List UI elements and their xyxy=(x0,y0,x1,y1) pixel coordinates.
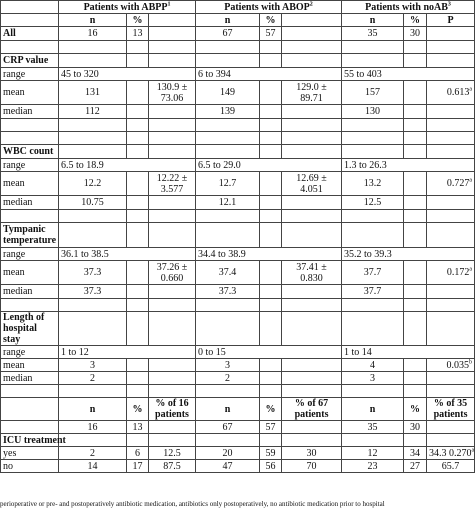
pct-header: % xyxy=(404,398,427,421)
cell: 37.26 ± 0.660 xyxy=(149,261,196,285)
cell: 6.5 to 29.0 xyxy=(196,159,342,172)
cell: 55 to 403 xyxy=(342,68,475,81)
cell: 16 xyxy=(59,421,127,434)
cell: 30 xyxy=(282,447,342,460)
cell: 20 xyxy=(196,447,260,460)
cell: 14 xyxy=(59,460,127,473)
n-header: n xyxy=(59,398,127,421)
all-row xyxy=(1,27,475,41)
cell: 30 xyxy=(404,27,427,41)
cell: 13 xyxy=(127,421,149,434)
row-label: range xyxy=(1,68,59,81)
cell: 1 to 14 xyxy=(342,346,475,359)
cell: 67 xyxy=(196,421,260,434)
cell: 157 xyxy=(342,81,404,105)
row-label: median xyxy=(1,105,59,119)
section-title: WBC count xyxy=(1,145,59,159)
cell: 37.4 xyxy=(196,261,260,285)
empty-cell xyxy=(1,1,59,14)
cell: 13.2 xyxy=(342,172,404,196)
pct-header: % xyxy=(127,398,149,421)
n-header: n xyxy=(342,14,404,27)
cell: 130.9 ± 73.06 xyxy=(149,81,196,105)
cell: 87.5 xyxy=(149,460,196,473)
group-header-row xyxy=(1,1,475,14)
cell: 6.5 to 18.9 xyxy=(59,159,196,172)
cell: 35 xyxy=(342,421,404,434)
row-label: yes xyxy=(1,447,59,460)
section-title: Tympanic temperature xyxy=(1,223,59,248)
group1-header: Patients with ABPP$^1$ xyxy=(59,1,196,14)
icu-counts-row xyxy=(1,421,475,434)
row-label: no xyxy=(1,460,59,473)
n-header: n xyxy=(196,398,260,421)
cell: 36.1 to 38.5 xyxy=(59,248,196,261)
cell: 34 xyxy=(404,447,427,460)
cell: 59 xyxy=(260,447,282,460)
n-header: n xyxy=(59,14,127,27)
cell: 130 xyxy=(342,105,404,119)
row-label: All xyxy=(1,27,59,41)
range-row xyxy=(1,346,475,359)
cell: 37.41 ± 0.830 xyxy=(282,261,342,285)
cell: 12 xyxy=(342,447,404,460)
cell: 34.4 to 38.9 xyxy=(196,248,342,261)
cell: 112 xyxy=(59,105,127,119)
cell: 129.0 ± 89.71 xyxy=(282,81,342,105)
cell: 2 xyxy=(59,447,127,460)
cell: 30 xyxy=(404,421,427,434)
cell: 149 xyxy=(196,81,260,105)
p-value: 0.035$^b$ xyxy=(427,359,475,372)
row-label: median xyxy=(1,196,59,210)
pct-header: % xyxy=(260,14,282,27)
cell: 131 xyxy=(59,81,127,105)
p-value: 0.172$^a$ xyxy=(427,261,475,285)
cell: 16 xyxy=(59,27,127,41)
cell: 12.69 ± 4.051 xyxy=(282,172,342,196)
cell: 3 xyxy=(59,359,127,372)
median-row xyxy=(1,196,475,210)
row-label: range xyxy=(1,159,59,172)
mean-row xyxy=(1,261,475,285)
section-title-row xyxy=(1,223,475,248)
icu-yes-row xyxy=(1,447,475,460)
section-title: Length of hospital stay xyxy=(1,312,59,346)
cell: 27 xyxy=(404,460,427,473)
cell: 37.3 xyxy=(196,285,260,299)
row-label: mean xyxy=(1,81,59,105)
range-row xyxy=(1,159,475,172)
pct-header: % xyxy=(404,14,427,27)
cell: 6 xyxy=(127,447,149,460)
cell: 3 xyxy=(196,359,260,372)
group2-header: Patients with ABOP$^2$ xyxy=(196,1,342,14)
cell: 23 xyxy=(342,460,404,473)
cell: 45 to 320 xyxy=(59,68,196,81)
pct-header: % xyxy=(127,14,149,27)
cell: 139 xyxy=(196,105,260,119)
cell: 12.5 xyxy=(342,196,404,210)
cell: 57 xyxy=(260,27,282,41)
pct-header: % xyxy=(260,398,282,421)
mean-row xyxy=(1,359,475,372)
pct-of-header: % of 16 patients xyxy=(149,398,196,421)
section-title: ICU treatment xyxy=(1,434,59,447)
cell: 1 to 12 xyxy=(59,346,196,359)
row-label: mean xyxy=(1,359,59,372)
cell: 12.5 xyxy=(149,447,196,460)
cell: 2 xyxy=(59,372,127,385)
median-row xyxy=(1,372,475,385)
cell: 37.3 xyxy=(59,285,127,299)
section-title-row xyxy=(1,54,475,68)
p-value: 0.613$^a$ xyxy=(427,81,475,105)
cell: 10.75 xyxy=(59,196,127,210)
cell: 37.3 xyxy=(59,261,127,285)
icu-no-row xyxy=(1,460,475,473)
cell: 12.22 ± 3.577 xyxy=(149,172,196,196)
cell: 12.2 xyxy=(59,172,127,196)
group3-header: Patients with noAB$^3$ xyxy=(342,1,475,14)
section-title-row xyxy=(1,312,475,346)
range-row xyxy=(1,68,475,81)
p-value: 34.3 0.270$^a$ xyxy=(427,447,475,460)
p-header: P xyxy=(427,14,475,27)
icu-title-row xyxy=(1,434,475,447)
subheader-row xyxy=(1,14,475,27)
median-row xyxy=(1,105,475,119)
n-header: n xyxy=(342,398,404,421)
cell: 17 xyxy=(127,460,149,473)
row-label: mean xyxy=(1,172,59,196)
cell: 37.7 xyxy=(342,285,404,299)
pct-of-header: % of 67 patients xyxy=(282,398,342,421)
cell: 35.2 to 39.3 xyxy=(342,248,475,261)
row-label: median xyxy=(1,285,59,299)
cell: 0 to 15 xyxy=(196,346,342,359)
pct-of-header: % of 35 patients xyxy=(427,398,475,421)
cell: 1.3 to 26.3 xyxy=(342,159,475,172)
icu-subheader-row xyxy=(1,398,475,421)
row-label: median xyxy=(1,372,59,385)
cell: 35 xyxy=(342,27,404,41)
mean-row xyxy=(1,172,475,196)
cell: 4 xyxy=(342,359,404,372)
cell: 3 xyxy=(342,372,404,385)
cell: 56 xyxy=(260,460,282,473)
mean-row xyxy=(1,81,475,105)
cell: 2 xyxy=(196,372,260,385)
row-label: range xyxy=(1,346,59,359)
range-row xyxy=(1,248,475,261)
row-label: mean xyxy=(1,261,59,285)
section-title-row xyxy=(1,145,475,159)
cell: 13 xyxy=(127,27,149,41)
cell: 37.7 xyxy=(342,261,404,285)
n-header: n xyxy=(196,14,260,27)
cell: 47 xyxy=(196,460,260,473)
p-value: 0.727$^a$ xyxy=(427,172,475,196)
section-title: CRP value xyxy=(1,54,59,68)
cell: 57 xyxy=(260,421,282,434)
median-row xyxy=(1,285,475,299)
row-label: range xyxy=(1,248,59,261)
cell: 65.7 xyxy=(427,460,475,473)
cell: 6 to 394 xyxy=(196,68,342,81)
cell: 12.7 xyxy=(196,172,260,196)
footnote: perioperative or pre- and postoperatively antibiotic medication, antibiotics only postoperatively, no antibiotic medication prior to hospital xyxy=(0,500,385,508)
cell: 12.1 xyxy=(196,196,260,210)
cell: 67 xyxy=(196,27,260,41)
cell: 70 xyxy=(282,460,342,473)
